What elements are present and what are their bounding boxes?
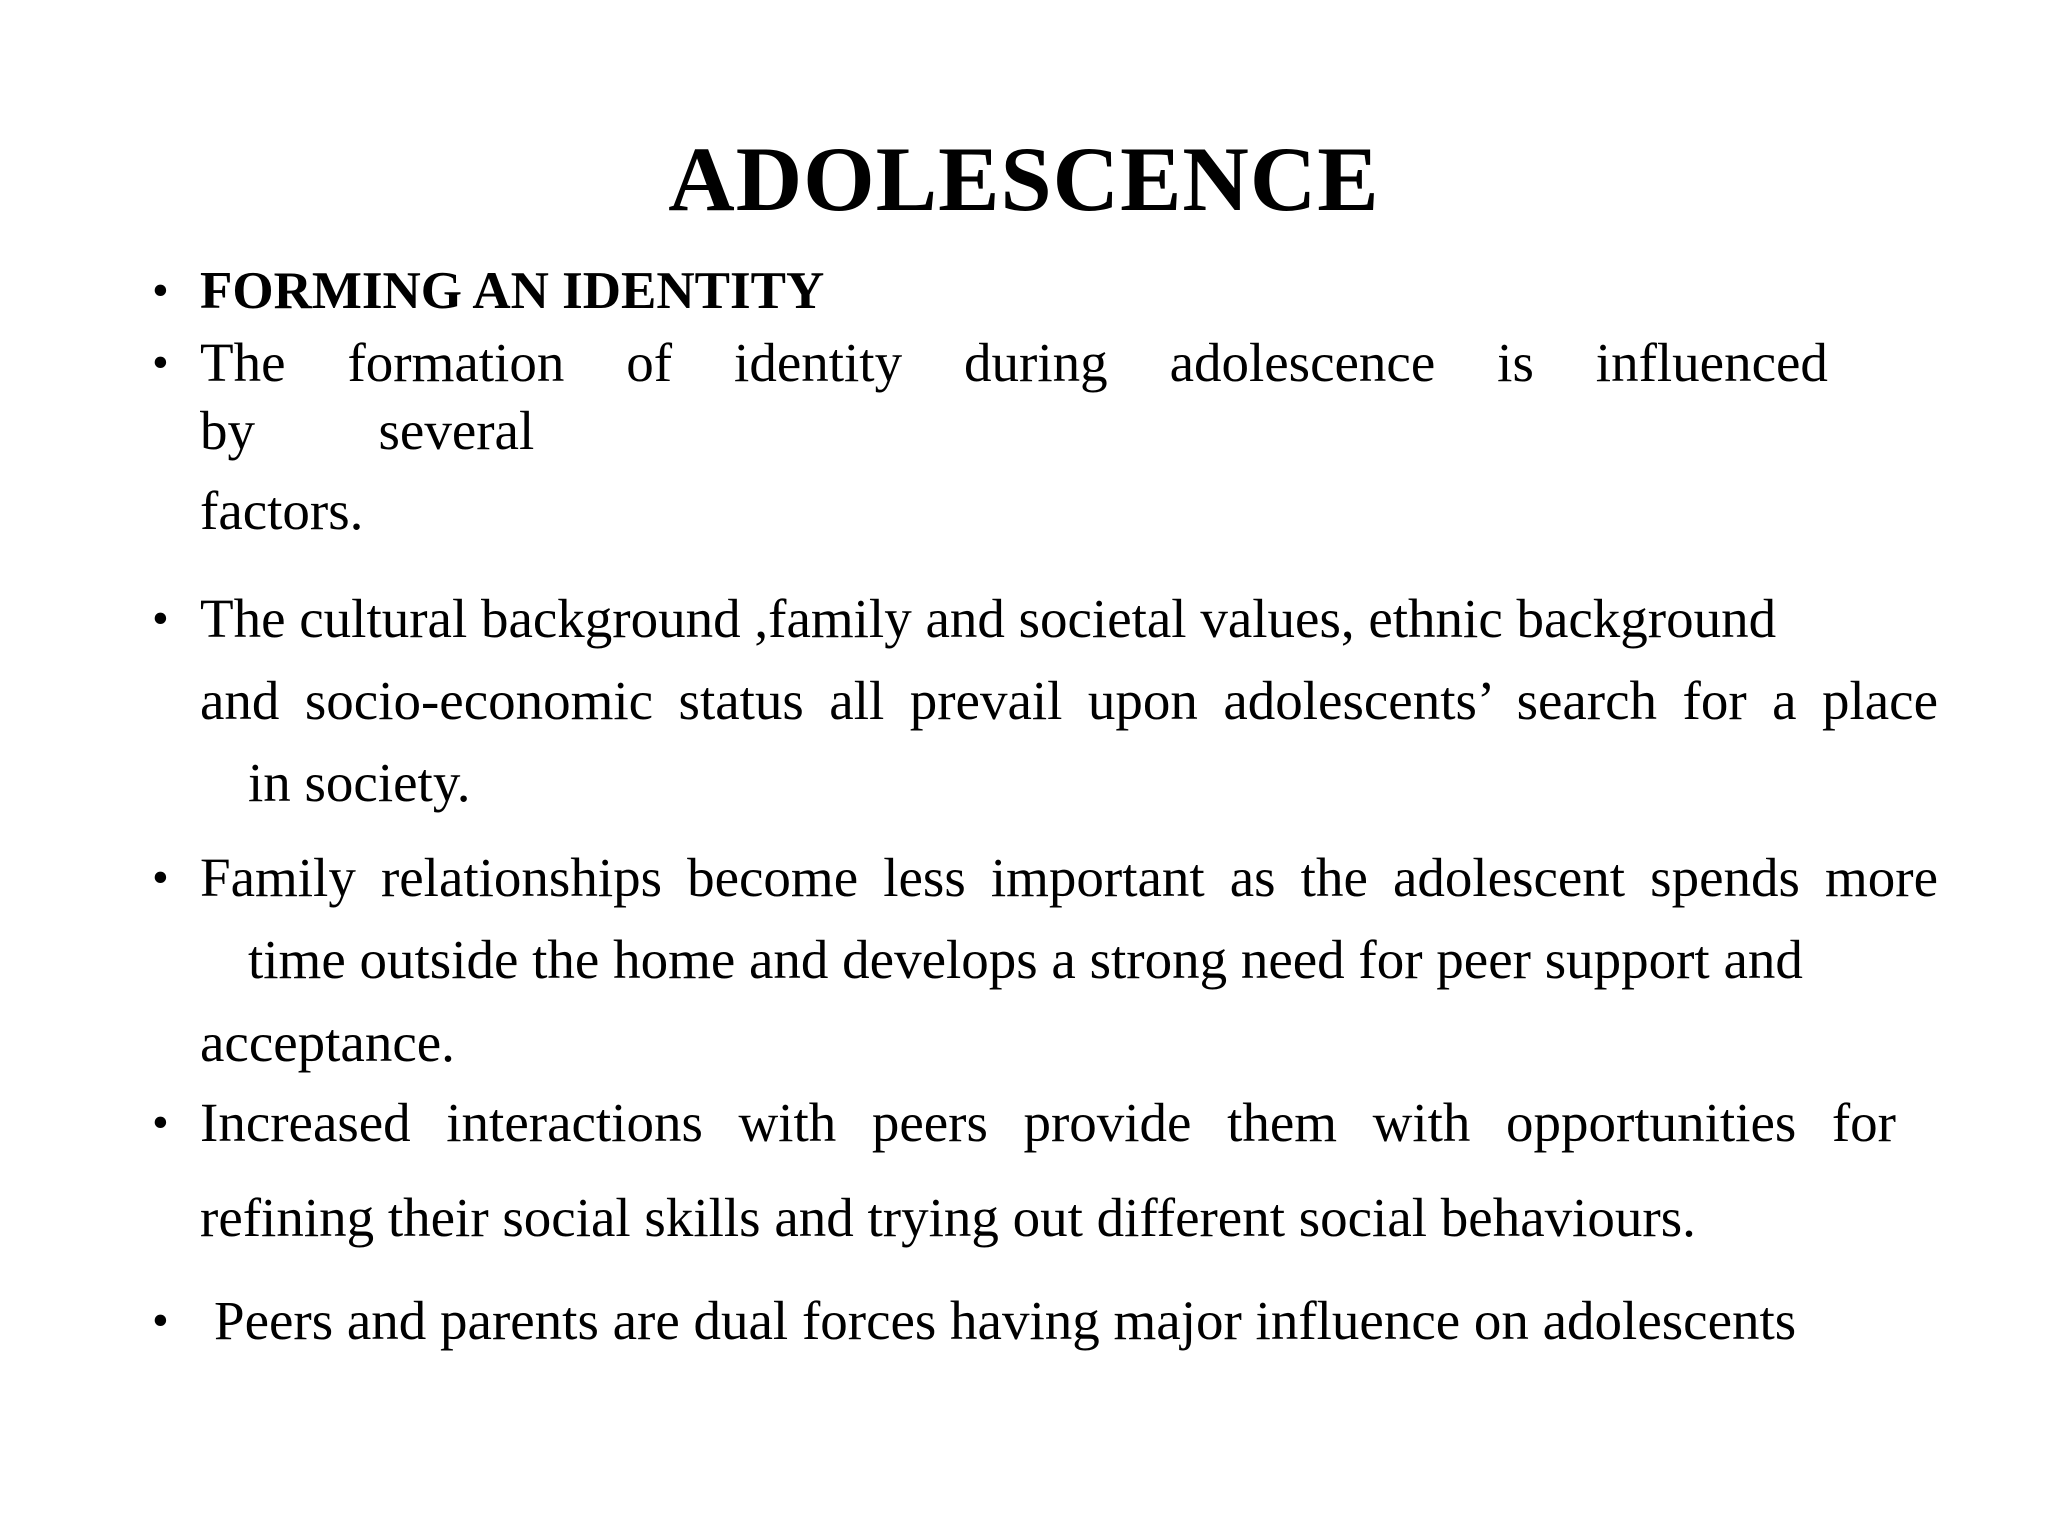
word: is — [1497, 332, 1534, 393]
word: influenced — [1595, 332, 1828, 393]
paragraph-1-line-2 — [200, 398, 534, 464]
word: by — [200, 400, 255, 461]
word: of — [626, 332, 673, 393]
paragraph-3-line-3: acceptance. — [200, 1012, 455, 1073]
word: The — [200, 332, 286, 393]
bullet-icon: • — [152, 336, 169, 389]
paragraph-4-line-1: Increased interactions with peers provide them with opportunities for — [200, 1092, 1896, 1153]
paragraph-3-line-1: Family relationships become less important as the adolescent spends more — [200, 847, 1938, 908]
slide-title: ADOLESCENCE — [668, 128, 1380, 230]
paragraph-4-line-2: refining their social skills and trying out different social behaviours. — [200, 1187, 1696, 1248]
word: formation — [347, 332, 565, 393]
bullet-icon: • — [152, 264, 169, 317]
bullet-icon: • — [152, 592, 169, 645]
bullet-icon: • — [152, 1294, 169, 1347]
paragraph-1-line-3: factors. — [200, 480, 364, 541]
bullet-icon: • — [152, 851, 169, 904]
paragraph-3-line-2: time outside the home and develops a strong need for peer support and — [248, 929, 1803, 990]
paragraph-2-line-2: and socio-economic status all prevail upon adolescents’ search for a place — [200, 670, 1938, 731]
section-heading: FORMING AN IDENTITY — [200, 262, 825, 320]
paragraph-2-line-3: in society. — [248, 752, 471, 813]
word: during — [964, 332, 1108, 393]
word: adolescence — [1169, 332, 1436, 393]
word: several — [378, 400, 535, 461]
bullet-icon: • — [152, 1096, 169, 1149]
paragraph-2-line-1: The cultural background ,family and societal values, ethnic background — [200, 588, 1777, 649]
paragraph-1-line-1 — [200, 330, 1828, 396]
paragraph-5-line-1: Peers and parents are dual forces having major influence on adolescents — [214, 1290, 1797, 1351]
word: identity — [734, 332, 903, 393]
